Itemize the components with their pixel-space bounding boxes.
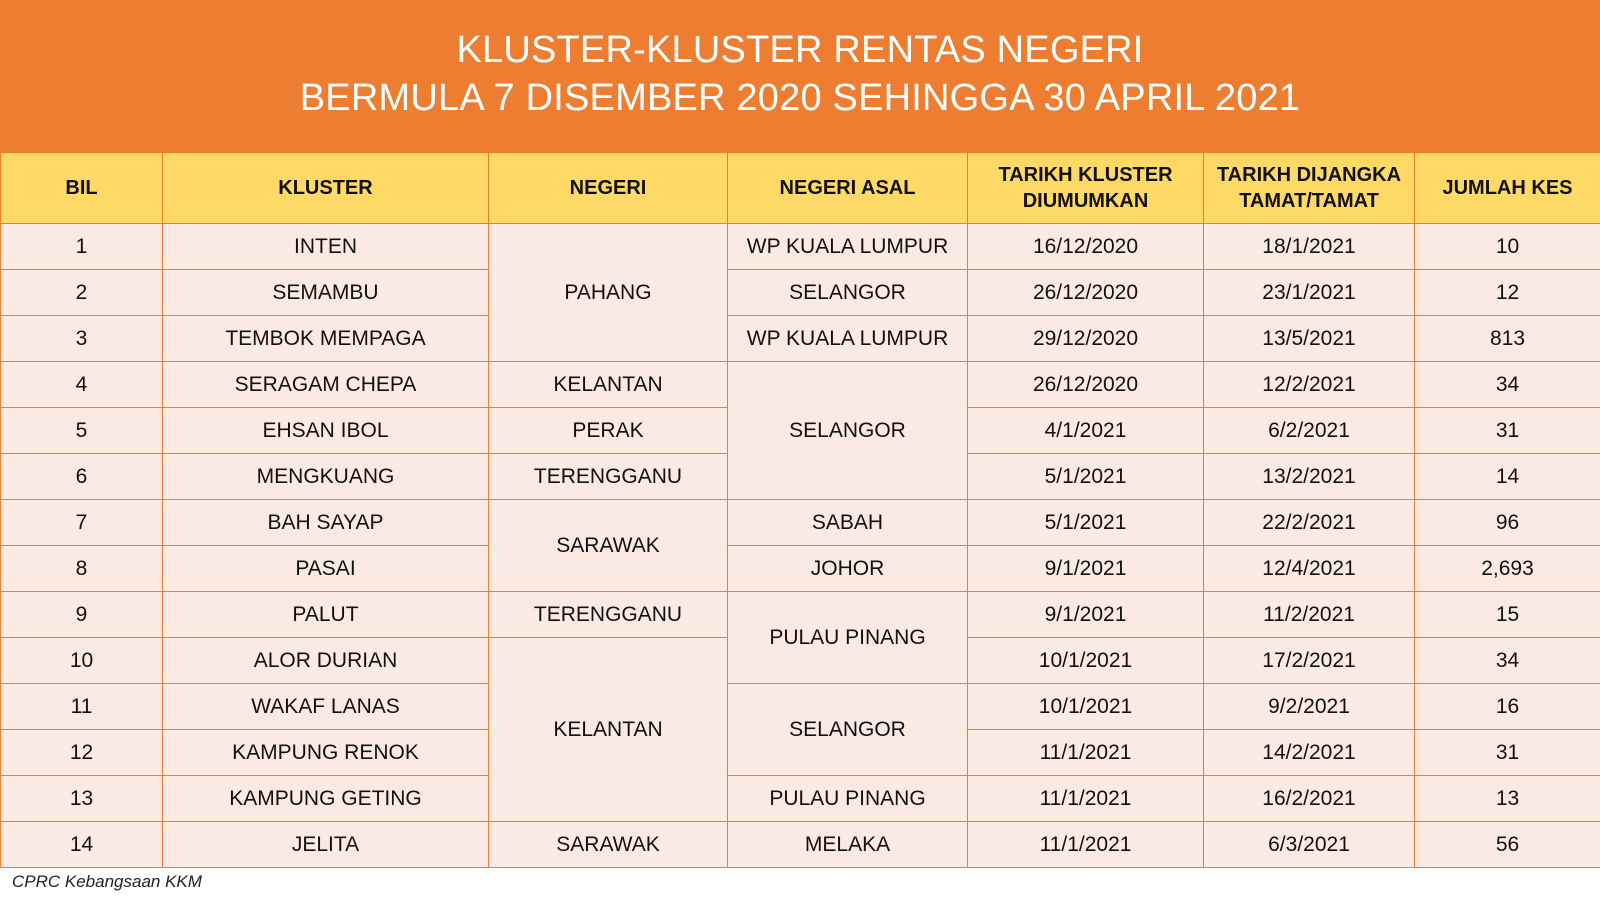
cell-bil: 10: [1, 638, 163, 684]
cell-tarikh-tamat: 23/1/2021: [1204, 270, 1415, 316]
cell-kluster: ALOR DURIAN: [163, 638, 489, 684]
cell-tarikh-diumumkan: 4/1/2021: [968, 408, 1204, 454]
table-row: [1, 500, 1600, 546]
table-row: [1, 822, 1600, 868]
cell-negeri: PERAK: [489, 408, 728, 454]
cell-negeri-asal: WP KUALA LUMPUR: [728, 316, 968, 362]
cell-tarikh-diumumkan: 29/12/2020: [968, 316, 1204, 362]
cell-negeri-asal: SELANGOR: [728, 362, 968, 500]
cell-bil: 9: [1, 592, 163, 638]
cell-bil: 14: [1, 822, 163, 868]
cell-tarikh-tamat: 11/2/2021: [1204, 592, 1415, 638]
cell-tarikh-tamat: 17/2/2021: [1204, 638, 1415, 684]
cell-tarikh-diumumkan: 10/1/2021: [968, 638, 1204, 684]
cell-jumlah-kes: 31: [1415, 730, 1600, 776]
cell-jumlah-kes: 14: [1415, 454, 1600, 500]
cell-kluster: PASAI: [163, 546, 489, 592]
cell-negeri-asal: MELAKA: [728, 822, 968, 868]
cell-negeri: KELANTAN: [489, 362, 728, 408]
cell-kluster: SERAGAM CHEPA: [163, 362, 489, 408]
cell-bil: 6: [1, 454, 163, 500]
cell-bil: 1: [1, 224, 163, 270]
cell-bil: 7: [1, 500, 163, 546]
cell-tarikh-diumumkan: 11/1/2021: [968, 822, 1204, 868]
cell-tarikh-tamat: 14/2/2021: [1204, 730, 1415, 776]
cell-jumlah-kes: 16: [1415, 684, 1600, 730]
table-row: [1, 316, 1600, 362]
cell-tarikh-tamat: 6/3/2021: [1204, 822, 1415, 868]
table-row: [1, 546, 1600, 592]
cell-tarikh-tamat: 16/2/2021: [1204, 776, 1415, 822]
cell-bil: 13: [1, 776, 163, 822]
cell-negeri: PAHANG: [489, 224, 728, 362]
cell-bil: 4: [1, 362, 163, 408]
cell-bil: 8: [1, 546, 163, 592]
table-row: [1, 224, 1600, 270]
cell-tarikh-tamat: 12/2/2021: [1204, 362, 1415, 408]
column-header-negeri: NEGERI: [489, 153, 728, 224]
column-header-jumlah-kes: JUMLAH KES: [1415, 153, 1600, 224]
column-header-tarikh-diumumkan: TARIKH KLUSTER DIUMUMKAN: [968, 153, 1204, 224]
cell-tarikh-tamat: 18/1/2021: [1204, 224, 1415, 270]
cell-tarikh-diumumkan: 11/1/2021: [968, 730, 1204, 776]
cell-tarikh-tamat: 13/2/2021: [1204, 454, 1415, 500]
page-subtitle: BERMULA 7 DISEMBER 2020 SEHINGGA 30 APRIL 2021: [299, 77, 1301, 119]
cell-jumlah-kes: 15: [1415, 592, 1600, 638]
cell-tarikh-tamat: 9/2/2021: [1204, 684, 1415, 730]
cell-bil: 2: [1, 270, 163, 316]
cell-jumlah-kes: 10: [1415, 224, 1600, 270]
column-header-kluster: KLUSTER: [163, 153, 489, 224]
cell-negeri-asal: WP KUALA LUMPUR: [728, 224, 968, 270]
cell-negeri: SARAWAK: [489, 500, 728, 592]
table-row: [1, 592, 1600, 638]
cell-tarikh-diumumkan: 5/1/2021: [968, 454, 1204, 500]
cell-tarikh-tamat: 22/2/2021: [1204, 500, 1415, 546]
cell-tarikh-tamat: 6/2/2021: [1204, 408, 1415, 454]
cell-negeri-asal: PULAU PINANG: [728, 592, 968, 684]
cell-tarikh-tamat: 13/5/2021: [1204, 316, 1415, 362]
cell-kluster: INTEN: [163, 224, 489, 270]
source-credit: CPRC Kebangsaan KKM: [12, 872, 202, 891]
cell-negeri-asal: SABAH: [728, 500, 968, 546]
column-header-negeri-asal: NEGERI ASAL: [728, 153, 968, 224]
cell-bil: 5: [1, 408, 163, 454]
column-header-tarikh-tamat: TARIKH DIJANGKA TAMAT/TAMAT: [1204, 153, 1415, 224]
cell-bil: 12: [1, 730, 163, 776]
cell-jumlah-kes: 813: [1415, 316, 1600, 362]
cell-tarikh-diumumkan: 5/1/2021: [968, 500, 1204, 546]
table-row: [1, 684, 1600, 730]
cell-kluster: SEMAMBU: [163, 270, 489, 316]
cell-jumlah-kes: 12: [1415, 270, 1600, 316]
cell-negeri-asal: SELANGOR: [728, 270, 968, 316]
cell-negeri: SARAWAK: [489, 822, 728, 868]
cell-kluster: EHSAN IBOL: [163, 408, 489, 454]
cell-kluster: TEMBOK MEMPAGA: [163, 316, 489, 362]
cell-negeri: TERENGGANU: [489, 592, 728, 638]
cell-negeri: TERENGGANU: [489, 454, 728, 500]
table-header-row: [1, 153, 1600, 224]
cell-tarikh-diumumkan: 11/1/2021: [968, 776, 1204, 822]
cell-kluster: KAMPUNG GETING: [163, 776, 489, 822]
cell-negeri-asal: SELANGOR: [728, 684, 968, 776]
column-header-bil: BIL: [1, 153, 163, 224]
cell-kluster: BAH SAYAP: [163, 500, 489, 546]
cell-jumlah-kes: 13: [1415, 776, 1600, 822]
table-row: [1, 270, 1600, 316]
clusters-table: [0, 152, 1600, 868]
cell-bil: 3: [1, 316, 163, 362]
cell-jumlah-kes: 96: [1415, 500, 1600, 546]
cell-tarikh-diumumkan: 9/1/2021: [968, 546, 1204, 592]
cell-jumlah-kes: 56: [1415, 822, 1600, 868]
cell-kluster: JELITA: [163, 822, 489, 868]
cell-negeri: KELANTAN: [489, 638, 728, 822]
cell-bil: 11: [1, 684, 163, 730]
cell-tarikh-diumumkan: 16/12/2020: [968, 224, 1204, 270]
page-title: KLUSTER-KLUSTER RENTAS NEGERI: [456, 29, 1144, 71]
cell-negeri-asal: JOHOR: [728, 546, 968, 592]
cell-jumlah-kes: 2,693: [1415, 546, 1600, 592]
cell-tarikh-diumumkan: 9/1/2021: [968, 592, 1204, 638]
table-row: [1, 362, 1600, 408]
cell-tarikh-tamat: 12/4/2021: [1204, 546, 1415, 592]
cell-tarikh-diumumkan: 10/1/2021: [968, 684, 1204, 730]
cell-jumlah-kes: 31: [1415, 408, 1600, 454]
cell-tarikh-diumumkan: 26/12/2020: [968, 362, 1204, 408]
cell-tarikh-diumumkan: 26/12/2020: [968, 270, 1204, 316]
cell-kluster: PALUT: [163, 592, 489, 638]
cell-kluster: KAMPUNG RENOK: [163, 730, 489, 776]
page-header: [0, 0, 1600, 152]
cell-kluster: WAKAF LANAS: [163, 684, 489, 730]
cell-jumlah-kes: 34: [1415, 362, 1600, 408]
table-row: [1, 776, 1600, 822]
cell-kluster: MENGKUANG: [163, 454, 489, 500]
cell-negeri-asal: PULAU PINANG: [728, 776, 968, 822]
cell-jumlah-kes: 34: [1415, 638, 1600, 684]
